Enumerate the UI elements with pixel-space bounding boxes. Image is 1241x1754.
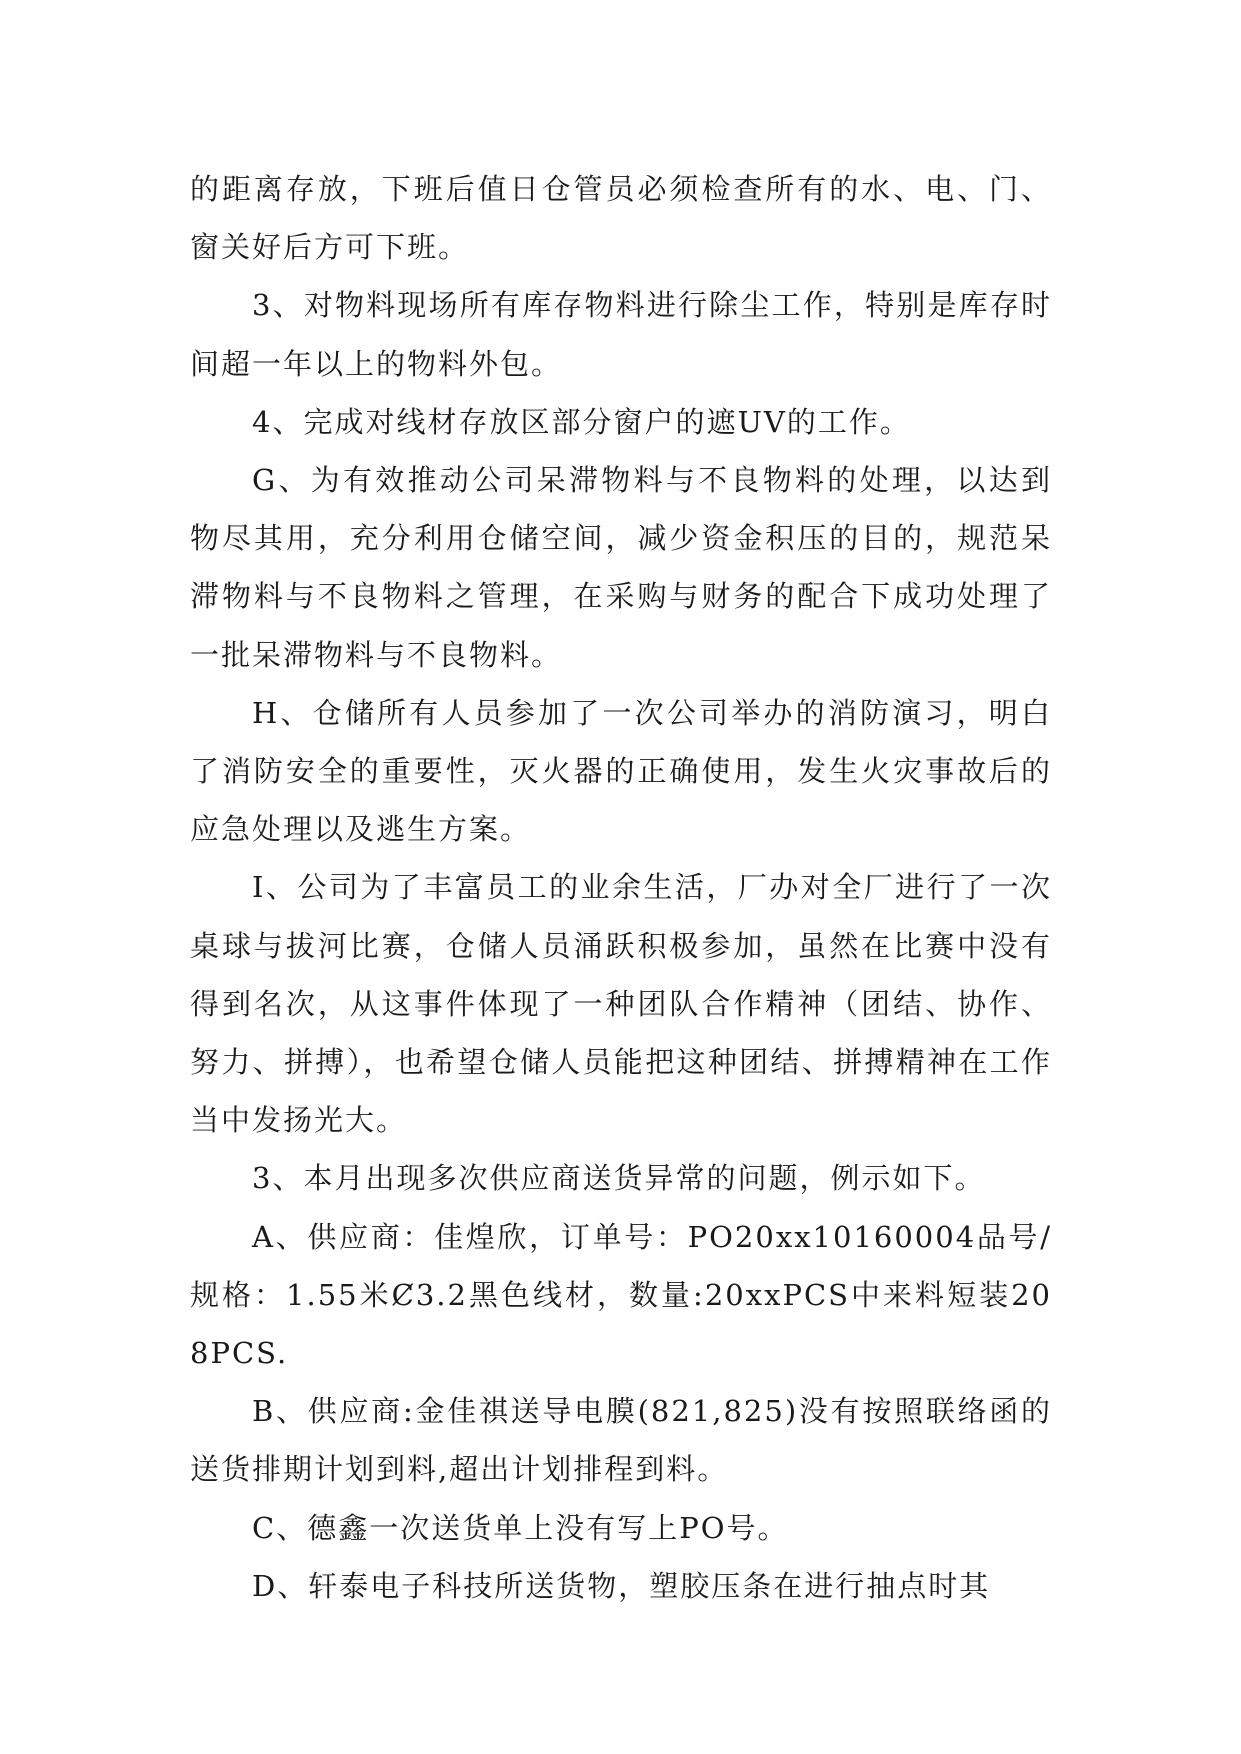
paragraph-6: I、公司为了丰富员工的业余生活，厂办对全厂进行了一次桌球与拔河比赛，仓储人员涌跃积极参加，虽然在比赛中没有得到名次，从这事件体现了一种团队合作精神（团结、协作、努力、拼搏），也希望仓储人员能把这种团结、拼搏精神在工作当中发扬光大。 (190, 870, 1052, 1138)
paragraph-7: 3、本月出现多次供应商送货异常的问题，例示如下。 (252, 1161, 986, 1196)
paragraph-10: C、德鑫一次送货单上没有写上PO号。 (252, 1510, 789, 1545)
paragraph-3: 4、完成对线材存放区部分窗户的遮UV的工作。 (252, 404, 911, 439)
paragraph-8: A、供应商：佳煌欣，订单号：PO20xx10160004品号/规格：1.55米Ȼ3.2黑色线材，数量:20xxPCS中来料短装208PCS. (190, 1219, 1052, 1371)
paragraph-9: B、供应商:金佳祺送导电膜(821,825)没有按照联络函的送货排期计划到料,超出计划排程到料。 (190, 1394, 1052, 1487)
paragraph-5: H、仓储所有人员参加了一次公司举办的消防演习，明白了消防安全的重要性，灭火器的正确使用，发生火灾事故后的应急处理以及逃生方案。 (190, 695, 1052, 847)
document-body (190, 160, 1052, 1615)
paragraph-4: G、为有效推动公司呆滞物料与不良物料的处理，以达到物尽其用，充分利用仓储空间，减少资金积压的目的，规范呆滞物料与不良物料之管理，在采购与财务的配合下成功处理了一批呆滞物料与不良物料。 (190, 463, 1052, 672)
paragraph-11: D、轩泰电子科技所送货物，塑胶压条在进行抽点时其 (252, 1568, 991, 1603)
paragraph-1: 的距离存放，下班后值日仓管员必须检查所有的水、电、门、窗关好后方可下班。 (190, 172, 1052, 265)
paragraph-2: 3、对物料现场所有库存物料进行除尘工作，特别是库存时间超一年以上的物料外包。 (190, 288, 1052, 381)
